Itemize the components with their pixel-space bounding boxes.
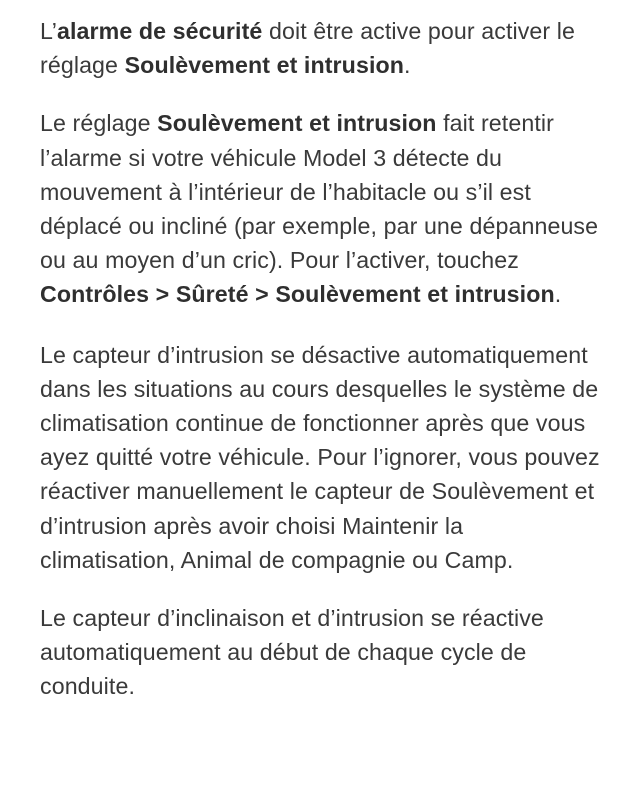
- text-segment: Le réglage: [40, 110, 158, 137]
- bold-lift-intrusion: Soulèvement et intrusion: [157, 110, 437, 137]
- paragraph-lift-intrusion-description: [40, 106, 600, 311]
- text-segment: .: [554, 281, 562, 308]
- bold-menu-path: Contrôles > Sûreté > Soulèvement et intrusion: [40, 281, 555, 308]
- paragraph-intrusion-sensor-disable: Le capteur d’intrusion se désactive automatiquement dans les situations au cours desquelles le système de climatisation continue de fonctionner après que vous ayez quitté votre véhicule. Pour l’ignorer, vous pouvez réactiver manuellement le capteur de Soulèvement et d’intrusion après avoir choisi Maintenir la climatisation, Animal de compagnie ou Camp.: [40, 341, 600, 573]
- text-segment: .: [404, 52, 411, 79]
- paragraph-sensor-reactivate: Le capteur d’inclinaison et d’intrusion se réactive automatiquement au début de chaque cycle de conduite.: [40, 605, 544, 700]
- text-segment: doit être active pour activer le réglage: [40, 18, 576, 79]
- document-body: [40, 14, 600, 704]
- text-segment: fait retentir l’alarme si votre véhicule Model 3 détecte du mouvement à l’intérieur de l’habitacle ou s’il est déplacé ou incliné (par exemple, par une dépanneuse ou au moyen d’un cric). Pour l’activer, touchez: [40, 110, 599, 274]
- bold-lift-intrusion: Soulèvement et intrusion: [124, 52, 405, 79]
- bold-security-alarm: alarme de sécurité: [56, 18, 263, 44]
- paragraph-alarm-requirement: [40, 14, 600, 82]
- text-segment: L’: [40, 18, 57, 44]
